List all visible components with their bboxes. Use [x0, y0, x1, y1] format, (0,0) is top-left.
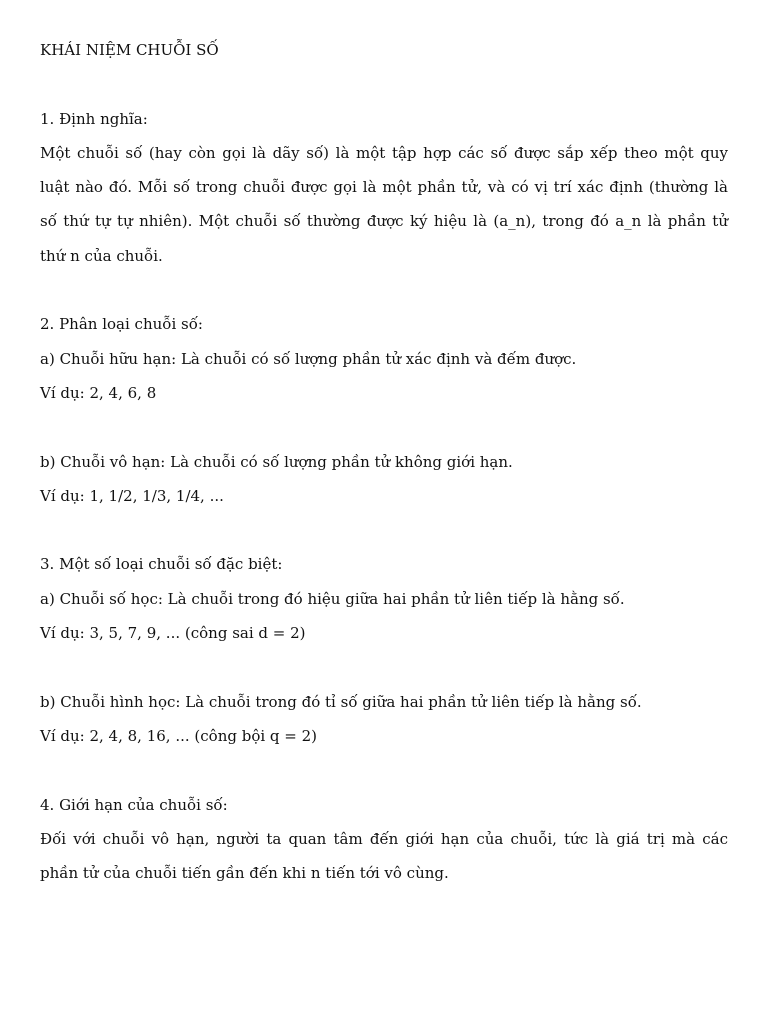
spacer	[40, 278, 728, 312]
section-2b-text: b) Chuỗi vô hạn: Là chuỗi có số lượng phần tử không giới hạn.	[40, 452, 513, 471]
section-3a-text: a) Chuỗi số học: Là chuỗi trong đó hiệu giữa hai phần tử liên tiếp là hằng số.	[40, 589, 625, 608]
section-2-heading: 2. Phân loại chuỗi số:	[40, 315, 203, 334]
section-3b-example: Ví dụ: 2, 4, 8, 16, ... (công bội q = 2)	[40, 726, 318, 745]
section-2a-example: Ví dụ: 2, 4, 6, 8	[40, 383, 157, 402]
document-page	[40, 38, 728, 895]
section-1-paragraph-line: luật nào đó. Mỗi số trong chuỗi được gọi là một phần tử, và có vị trí xác định (thường là	[40, 178, 728, 197]
section-4-heading: 4. Giới hạn của chuỗi số:	[40, 795, 228, 814]
section-1-heading: 1. Định nghĩa:	[40, 109, 148, 128]
section-1-paragraph-line: Một chuỗi số (hay còn gọi là dãy số) là một tập hợp các số được sắp xếp theo một quy	[40, 143, 728, 162]
spacer	[40, 518, 728, 552]
section-2b-example: Ví dụ: 1, 1/2, 1/3, 1/4, ...	[40, 486, 224, 505]
section-3-heading: 3. Một số loại chuỗi số đặc biệt:	[40, 555, 283, 574]
spacer	[40, 758, 728, 792]
document-title: KHÁI NIỆM CHUỖI SỐ	[40, 41, 219, 59]
section-3a-example: Ví dụ: 3, 5, 7, 9, ... (công sai d = 2)	[40, 624, 306, 643]
section-1-paragraph-line: thứ n của chuỗi.	[40, 246, 163, 265]
section-1-paragraph-line: số thứ tự tự nhiên). Một chuỗi số thường được ký hiệu là (a_n), trong đó a_n là phần tử	[40, 212, 728, 231]
spacer	[40, 72, 728, 106]
section-4-paragraph-line: phần tử của chuỗi tiến gần đến khi n tiến tới vô cùng.	[40, 864, 449, 883]
spacer	[40, 655, 728, 689]
section-4-paragraph-line: Đối với chuỗi vô hạn, người ta quan tâm đến giới hạn của chuỗi, tức là giá trị mà các	[40, 829, 728, 848]
spacer	[40, 415, 728, 449]
section-2a-text: a) Chuỗi hữu hạn: Là chuỗi có số lượng phần tử xác định và đếm được.	[40, 349, 577, 368]
section-3b-text: b) Chuỗi hình học: Là chuỗi trong đó tỉ số giữa hai phần tử liên tiếp là hằng số.	[40, 692, 642, 711]
